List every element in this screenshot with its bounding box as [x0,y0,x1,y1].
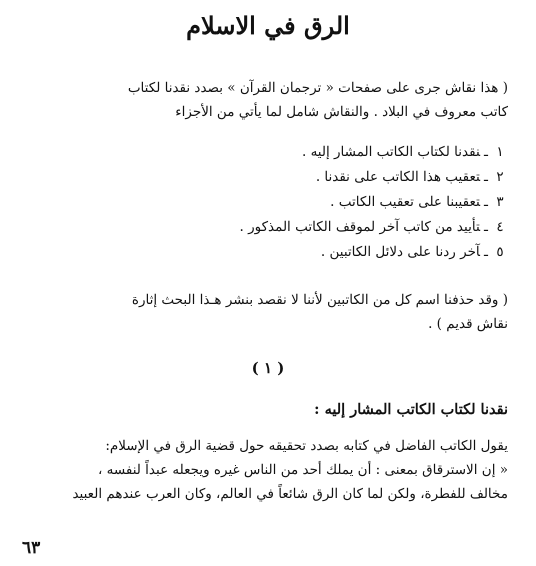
intro-paragraph [16,76,508,124]
list-item-number: ٣ [496,194,504,210]
list-item-text: نقدنا لكتاب الكاتب المشار إليه . [301,144,481,160]
body-line: يقول الكاتب الفاضل في كتابه بصدد تحقيقه حول قضية الرق في الإسلام: [105,438,508,454]
list-item: ٤ـتأييد من كاتب آخر لموقف الكاتب المذكور . [16,215,508,240]
list-item: ٣ـتعقيبنا على تعقيب الكاتب . [16,190,508,215]
section-heading: نقدنا لكتاب الكاتب المشار إليه : [314,401,508,418]
list-item-number: ١ [496,144,504,160]
body-paragraph [16,434,508,506]
intro-line: كاتب معروف في البلاد . والنقاش شامل لما يأتي من الأجزاء [175,104,508,120]
body-line: مخالف للفطرة، ولكن لما كان الرق شائعاً في العالم، وكان العرب عندهم العبيد [72,486,508,502]
page-number: ٦٣ [22,538,41,558]
list-item-number: ٢ [496,169,504,185]
page-title: الرق في الاسلام [186,11,350,40]
list-item-number: ٥ [496,244,504,260]
list-item-number: ٤ [496,219,504,235]
list-item: ١ـنقدنا لكتاب الكاتب المشار إليه . [16,140,508,165]
intro-line: ( هذا نقاش جرى على صفحات « ترجمان القرآن » بصدد نقدنا لكتاب [127,80,508,96]
parts-list [16,140,508,265]
list-item-text: آخر ردنا على دلائل الكاتبين . [320,244,481,260]
note-line: ( وقد حذفنا اسم كل من الكاتبين لأننا لا نقصد بنشر هـذا البحث إثارة [131,292,508,308]
list-item-text: تأييد من كاتب آخر لموقف الكاتب المذكور . [239,219,481,235]
body-line: « إن الاسترقاق بمعنى : أن يملك أحد من الناس غيره ويجعله عبداً لنفسه ، [97,462,508,478]
list-item: ٢ـتعقيب هذا الكاتب على نقدنا . [16,165,508,190]
list-item-text: تعقيب هذا الكاتب على نقدنا . [315,169,481,185]
section-number: ( ١ ) [251,359,285,377]
note-line: نقاش قديم ) . [428,316,508,332]
list-item: ٥ـآخر ردنا على دلائل الكاتبين . [16,240,508,265]
editor-note [16,288,508,336]
list-item-text: تعقيبنا على تعقيب الكاتب . [330,194,481,210]
